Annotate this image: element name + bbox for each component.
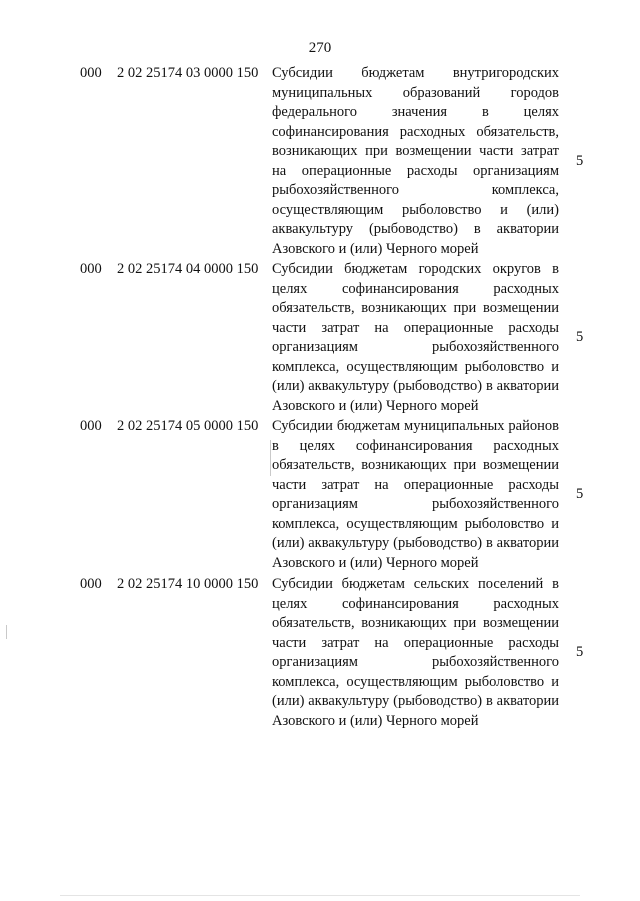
scan-artifact-bottom — [60, 895, 580, 896]
scan-artifact-line — [270, 440, 271, 476]
budget-classification-code: 2 02 25174 03 0000 150 — [117, 65, 259, 81]
page-number: 270 — [308, 40, 332, 56]
income-description: Субсидии бюджетам внутригородских муниципальных образований городов федерального значения в целях софинансирования расходных обязательств, возникающих при возмещении части затрат на операционные расходы организациям рыбохозяйственного комплекса, осуществляющим рыболовство и (или) аквакультуру (рыбоводство) в акватории Азовского и (или) Черного морей — [272, 65, 559, 257]
income-description: Субсидии бюджетам городских округов в целях софинансирования расходных обязательств, возникающих при возмещении части затрат на операционные расходы организациям рыбохозяйственного комплекса, осуществляющим рыболовство и (или) аквакультуру (рыбоводство) в акватории Азовского и (или) Черного морей — [272, 261, 559, 414]
budget-classification-code: 2 02 25174 04 0000 150 — [117, 261, 259, 277]
admin-code: 000 — [80, 418, 102, 434]
admin-code: 000 — [80, 261, 102, 277]
amount-value: 5 — [576, 486, 584, 502]
amount-value: 5 — [576, 329, 584, 345]
admin-code: 000 — [80, 65, 102, 81]
income-description: Субсидии бюджетам муниципальных районов в целях софинансирования расходных обязательств, возникающих при возмещении части затрат на операционные расходы организациям рыбохозяйственного комплекса, осуществляющим рыболовство и (или) аквакультуру (рыбоводство) в акватории Азовского и (или) Черного морей — [272, 418, 559, 571]
scan-artifact-mark — [6, 625, 7, 639]
budget-classification-code: 2 02 25174 05 0000 150 — [117, 418, 259, 434]
amount-value: 5 — [576, 644, 584, 660]
income-description: Субсидии бюджетам сельских поселений в целях софинансирования расходных обязательств, возникающих при возмещении части затрат на операционные расходы организациям рыбохозяйственного комплекса, осуществляющим рыболовство и (или) аквакультуру (рыбоводство) в акватории Азовского и (или) Черного морей — [272, 576, 559, 729]
admin-code: 000 — [80, 576, 102, 592]
budget-classification-code: 2 02 25174 10 0000 150 — [117, 576, 259, 592]
amount-value: 5 — [576, 153, 584, 169]
